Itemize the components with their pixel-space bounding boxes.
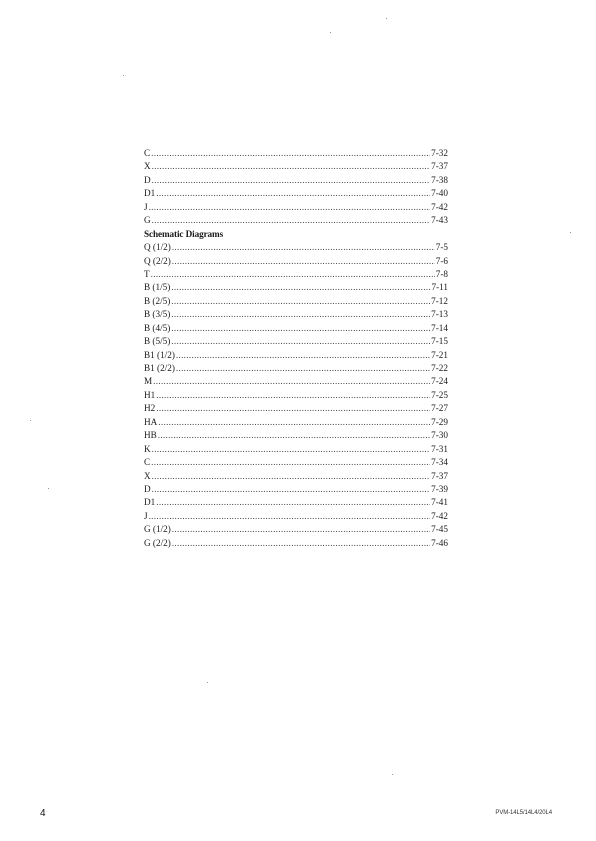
toc-entry-page: 7-11	[431, 282, 448, 293]
section-heading-schematic-diagrams: Schematic Diagrams	[144, 228, 224, 239]
toc-entry-page: 7-43	[431, 215, 448, 226]
toc-entry-label: D	[144, 483, 151, 494]
model-number: PVM-14L5/14L4/20L4	[495, 810, 552, 816]
toc-entry	[144, 335, 448, 348]
dot-leader	[149, 510, 431, 523]
scan-speck	[570, 232, 571, 233]
toc-entry-page: 7-37	[431, 470, 448, 481]
toc-entry-label: B1 (1/2)	[144, 349, 175, 360]
toc-entry	[144, 201, 448, 214]
dot-leader	[152, 483, 431, 496]
toc-entry-label: C	[144, 457, 151, 468]
toc-entry	[144, 389, 448, 402]
toc-entry-label: C	[144, 148, 151, 158]
toc-entry	[144, 308, 448, 321]
toc-entry-page: 7-46	[431, 537, 448, 548]
toc-entry	[144, 174, 448, 187]
toc-entry-label: X	[144, 161, 151, 172]
dot-leader	[151, 268, 435, 281]
toc-entry	[144, 255, 448, 268]
dot-leader	[171, 308, 430, 321]
toc-entry-label: D1	[144, 497, 156, 508]
toc-entry-label: B (1/5)	[144, 282, 171, 293]
toc-entry-label: D1	[144, 188, 156, 199]
toc-entry-label: B (5/5)	[144, 336, 171, 347]
toc-entry-label: K	[144, 443, 151, 454]
dot-leader	[152, 214, 431, 227]
toc-entry-label: H2	[144, 403, 156, 414]
toc-entry	[144, 443, 448, 456]
dot-leader	[158, 429, 430, 442]
toc-entry	[144, 241, 448, 254]
toc-entry-label: T	[144, 268, 150, 279]
dot-leader	[171, 295, 430, 308]
dot-leader	[151, 456, 430, 469]
toc-entry-label: HB	[144, 430, 157, 441]
toc-entry-page: 7-14	[431, 322, 448, 333]
toc-entry-page: 7-24	[431, 376, 448, 387]
toc-entry-label: J	[144, 510, 148, 521]
dot-leader	[171, 335, 430, 348]
scan-speck	[30, 420, 31, 421]
toc-entry-label: B1 (2/2)	[144, 363, 175, 373]
toc-entry-label: G (1/2)	[144, 524, 171, 535]
dot-leader	[156, 496, 430, 509]
dot-leader	[152, 174, 431, 187]
toc-entry-label: M	[144, 376, 153, 387]
toc-entry	[144, 349, 448, 362]
table-of-contents	[144, 147, 448, 550]
toc-entry	[144, 496, 448, 509]
dot-leader	[176, 362, 430, 375]
dot-leader	[171, 322, 430, 335]
toc-entry-page: 7-25	[431, 389, 448, 400]
toc-entry	[144, 523, 448, 536]
scan-speck	[330, 32, 331, 33]
toc-entry	[144, 268, 448, 281]
dot-leader	[151, 147, 430, 160]
toc-entry	[144, 483, 448, 496]
toc-entry-label: J	[144, 201, 148, 212]
toc-entry-page: 7-22	[431, 363, 448, 373]
toc-entry	[144, 362, 448, 375]
toc-entry-page: 7-12	[431, 295, 448, 306]
toc-entry	[144, 147, 448, 160]
toc-entry	[144, 375, 448, 388]
dot-leader	[172, 241, 435, 254]
scan-speck	[386, 18, 387, 19]
toc-entry-label: X	[144, 470, 151, 481]
dot-leader	[153, 375, 430, 388]
toc-entry-label: G	[144, 215, 151, 226]
toc-entry	[144, 402, 448, 415]
toc-entry-page: 7-32	[431, 148, 448, 158]
toc-entry	[144, 537, 448, 550]
dot-leader	[156, 187, 430, 200]
toc-entry-page: 7-42	[431, 201, 448, 212]
page-number: 4	[40, 808, 46, 819]
toc-entry-page: 7-42	[431, 510, 448, 521]
toc-entry-page: 7-6	[435, 255, 448, 266]
toc-entry-label: HA	[144, 416, 158, 427]
toc-entry-page: 7-38	[431, 174, 448, 185]
dot-leader	[152, 160, 431, 173]
dot-leader	[172, 255, 435, 268]
toc-entry-page: 7-27	[431, 403, 448, 414]
scan-speck	[207, 682, 208, 683]
toc-entry-page: 7-40	[431, 188, 448, 199]
toc-entry-page: 7-29	[431, 416, 448, 427]
toc-entry	[144, 187, 448, 200]
toc-entry	[144, 416, 448, 429]
toc-entry	[144, 214, 448, 227]
toc-entry-label: D	[144, 174, 151, 185]
dot-leader	[158, 416, 430, 429]
scan-speck	[48, 488, 49, 489]
toc-entry	[144, 510, 448, 523]
toc-entry-label: B (2/5)	[144, 295, 171, 306]
dot-leader	[152, 470, 431, 483]
scan-speck	[392, 774, 393, 775]
dot-leader	[176, 349, 430, 362]
dot-leader	[152, 443, 431, 456]
toc-entry	[144, 281, 448, 294]
toc-entry-page: 7-21	[431, 349, 448, 360]
toc-entry-page: 7-5	[435, 242, 448, 253]
dot-leader	[172, 523, 430, 536]
toc-group-board-layouts	[144, 147, 448, 228]
toc-entry-label: G (2/2)	[144, 537, 171, 548]
toc-entry-page: 7-37	[431, 161, 448, 172]
toc-group-schematic-diagrams	[144, 241, 448, 550]
toc-entry-page: 7-45	[431, 524, 448, 535]
toc-entry-label: Q (2/2)	[144, 255, 171, 266]
toc-entry	[144, 295, 448, 308]
toc-entry-label: Q (1/2)	[144, 242, 171, 253]
toc-entry	[144, 429, 448, 442]
toc-entry	[144, 322, 448, 335]
toc-entry-label: H1	[144, 389, 156, 400]
dot-leader	[156, 389, 430, 402]
toc-entry-page: 7-34	[431, 457, 448, 468]
dot-leader	[149, 201, 431, 214]
toc-entry	[144, 470, 448, 483]
scan-speck	[123, 75, 124, 76]
toc-entry	[144, 456, 448, 469]
dot-leader	[172, 537, 430, 550]
toc-entry-label: B (3/5)	[144, 309, 171, 320]
toc-entry-page: 7-15	[431, 336, 448, 347]
toc-entry	[144, 160, 448, 173]
toc-entry-page: 7-30	[431, 430, 448, 441]
toc-entry-label: B (4/5)	[144, 322, 171, 333]
dot-leader	[156, 402, 430, 415]
toc-entry-page: 7-41	[431, 497, 448, 508]
toc-entry-page: 7-39	[431, 483, 448, 494]
toc-entry-page: 7-31	[431, 443, 448, 454]
toc-entry-page: 7-13	[431, 309, 448, 320]
toc-entry-page: 7-8	[435, 268, 448, 279]
dot-leader	[171, 281, 430, 294]
